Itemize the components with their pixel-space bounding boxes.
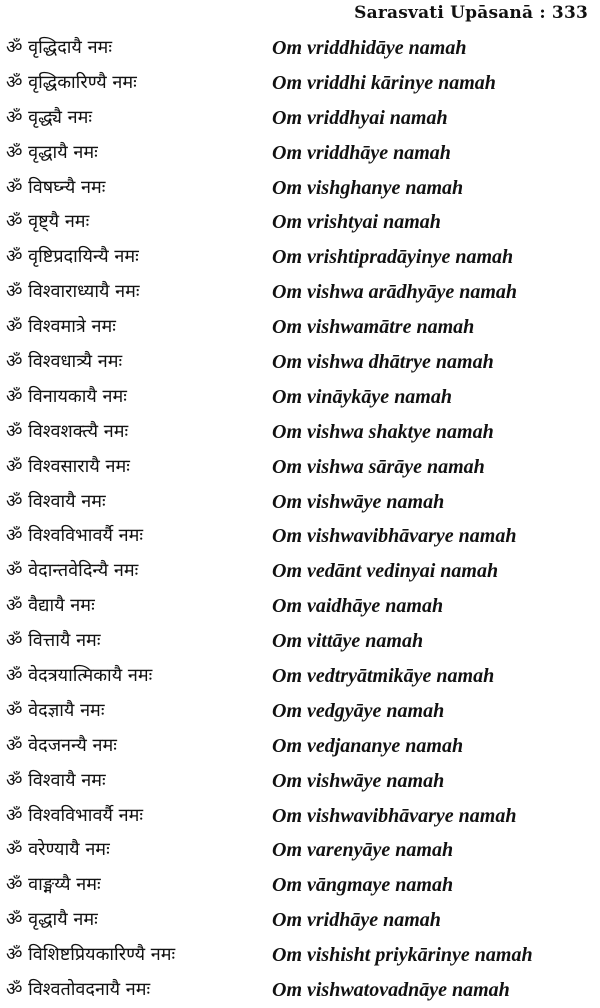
sanskrit-text: ॐ वृद्धिकारिण्यै नमः <box>6 71 137 93</box>
transliteration-text: Om vrishtyai namah <box>272 211 441 234</box>
transliteration-text: Om varenyāye namah <box>272 839 454 862</box>
mantra-line <box>0 764 600 799</box>
mantra-line <box>0 66 600 101</box>
transliteration-text: Om vaidhāye namah <box>272 595 444 618</box>
sanskrit-text: ॐ विनायकायै नमः <box>6 385 127 407</box>
sanskrit-text: ॐ वृद्धायै नमः <box>6 909 98 931</box>
sanskrit-text: ॐ वृद्धायै नमः <box>6 141 98 163</box>
sanskrit-text: ॐ वेदज्ञायै नमः <box>6 699 105 721</box>
transliteration-text: Om vridhāye namah <box>272 909 441 932</box>
running-head: Sarasvati Upāsanā : 333 <box>354 3 588 23</box>
transliteration-text: Om vishwatovadnāye namah <box>272 979 510 1002</box>
mantra-line <box>0 554 600 589</box>
transliteration-text: Om vedgyāye namah <box>272 699 445 722</box>
transliteration-text: Om vishwavibhāvarye namah <box>272 804 517 827</box>
sanskrit-text: ॐ विशिष्टप्रियकारिण्यै नमः <box>6 944 176 966</box>
transliteration-text: Om vedtryātmikāye namah <box>272 665 495 688</box>
mantra-line <box>0 833 600 868</box>
mantra-line <box>0 938 600 973</box>
sanskrit-text: ॐ विश्वतोवदनायै नमः <box>6 979 151 1001</box>
transliteration-text: Om vishwāye namah <box>272 769 445 792</box>
transliteration-text: Om vishwa sārāye namah <box>272 455 485 478</box>
transliteration-text: Om vishwavibhāvarye namah <box>272 525 517 548</box>
mantra-line <box>0 205 600 240</box>
transliteration-text: Om vriddhāye namah <box>272 141 451 164</box>
sanskrit-text: ॐ वित्तायै नमः <box>6 630 101 652</box>
mantra-line <box>0 171 600 206</box>
mantra-line <box>0 415 600 450</box>
sanskrit-text: ॐ वृष्ट्यै नमः <box>6 211 90 233</box>
mantra-line <box>0 136 600 171</box>
sanskrit-text: ॐ वृष्टिप्रदायिन्यै नमः <box>6 246 139 268</box>
sanskrit-text: ॐ विश्वशक्त्यै नमः <box>6 420 129 442</box>
sanskrit-text: ॐ वृद्ध्यै नमः <box>6 106 93 128</box>
mantra-line <box>0 275 600 310</box>
transliteration-text: Om vishwa shaktye namah <box>272 420 494 443</box>
sanskrit-text: ॐ विश्वधात्र्यै नमः <box>6 351 123 373</box>
mantra-line <box>0 659 600 694</box>
mantra-line <box>0 450 600 485</box>
transliteration-text: Om vishwamātre namah <box>272 316 475 339</box>
sanskrit-text: ॐ विश्वायै नमः <box>6 490 106 512</box>
mantra-line <box>0 589 600 624</box>
transliteration-text: Om vittāye namah <box>272 630 424 653</box>
mantra-line <box>0 729 600 764</box>
mantra-line <box>0 380 600 415</box>
mantra-line <box>0 799 600 834</box>
transliteration-text: Om vriddhidāye namah <box>272 37 467 59</box>
sanskrit-text: ॐ वरेण्यायै नमः <box>6 839 110 861</box>
transliteration-text: Om vishwāye namah <box>272 490 445 513</box>
mantra-line <box>0 31 600 66</box>
mantra-line <box>0 868 600 903</box>
sanskrit-text: ॐ वेदत्रयात्मिकायै नमः <box>6 665 153 687</box>
transliteration-text: Om vināykāye namah <box>272 385 452 408</box>
mantra-line <box>0 485 600 520</box>
sanskrit-text: ॐ वृद्धिदायै नमः <box>6 37 112 58</box>
sanskrit-text: ॐ विश्वायै नमः <box>6 769 106 791</box>
transliteration-text: Om vrishtipradāyinye namah <box>272 246 514 269</box>
transliteration-text: Om vishwa arādhyāye namah <box>272 281 518 304</box>
sanskrit-text: ॐ विश्वविभावर्यै नमः <box>6 804 144 826</box>
sanskrit-text: ॐ विश्वसारायै नमः <box>6 455 130 477</box>
mantra-line <box>0 519 600 554</box>
transliteration-text: Om vedjananye namah <box>272 734 464 757</box>
transliteration-text: Om vāngmaye namah <box>272 874 454 897</box>
sanskrit-text: ॐ वैद्यायै नमः <box>6 595 95 617</box>
mantra-line <box>0 240 600 275</box>
mantra-line <box>0 903 600 938</box>
transliteration-text: Om vishwa dhātrye namah <box>272 351 494 374</box>
mantra-list <box>0 31 600 1008</box>
sanskrit-text: ॐ विश्वविभावर्यै नमः <box>6 525 144 547</box>
sanskrit-text: ॐ विषघ्न्यै नमः <box>6 176 106 198</box>
transliteration-text: Om vedānt vedinyai namah <box>272 560 499 583</box>
transliteration-text: Om vriddhi kārinye namah <box>272 71 496 94</box>
sanskrit-text: ॐ वेदान्तवेदिन्यै नमः <box>6 560 139 582</box>
transliteration-text: Om vishghanye namah <box>272 176 464 199</box>
mantra-line <box>0 694 600 729</box>
sanskrit-text: ॐ विश्वाराध्यायै नमः <box>6 281 140 303</box>
sanskrit-text: ॐ वाङ्मय्यै नमः <box>6 874 101 896</box>
sanskrit-text: ॐ वेदजनन्यै नमः <box>6 734 117 756</box>
transliteration-text: Om vriddhyai namah <box>272 106 448 129</box>
mantra-line <box>0 973 600 1008</box>
mantra-line <box>0 101 600 136</box>
mantra-line <box>0 624 600 659</box>
mantra-line <box>0 310 600 345</box>
transliteration-text: Om vishisht priykārinye namah <box>272 944 533 967</box>
mantra-line <box>0 345 600 380</box>
sanskrit-text: ॐ विश्वमात्रे नमः <box>6 316 116 338</box>
